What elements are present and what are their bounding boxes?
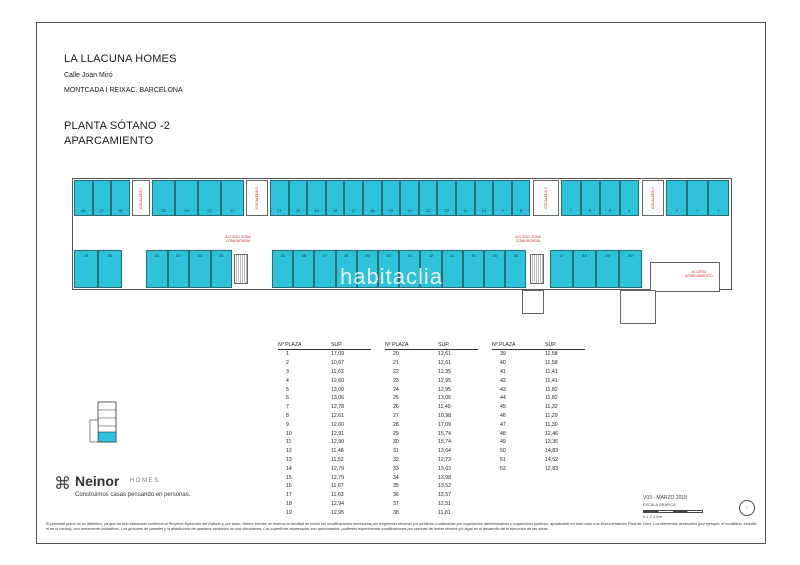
table-row	[385, 420, 478, 429]
parking-spot-number: 26	[81, 208, 86, 213]
plaza-surface: 12,95	[331, 509, 344, 516]
plaza-number: 35	[393, 483, 399, 490]
plaza-surface: 11,82	[545, 386, 558, 393]
scale-label: ESCALA GRÁFICA	[643, 503, 676, 507]
plaza-number: 3	[286, 368, 289, 375]
plaza-number: 10	[286, 430, 292, 437]
table-row	[278, 385, 371, 394]
parking-spot	[463, 250, 484, 288]
table-row	[278, 508, 371, 517]
plaza-number: 23	[393, 377, 399, 384]
parking-spot-number: 39	[365, 253, 370, 258]
plaza-number: 52	[500, 465, 506, 472]
parking-spot	[600, 180, 620, 216]
plaza-surface: 12,91	[331, 430, 344, 437]
plaza-surface: 12,35	[438, 368, 451, 375]
col-sup-header: SUP.	[545, 342, 585, 350]
parking-spot	[419, 180, 438, 216]
table-row	[385, 394, 478, 403]
plaza-number: 27	[393, 412, 399, 419]
plaza-surface: 13,36	[545, 439, 558, 446]
table-row	[385, 438, 478, 447]
plaza-surface: 13,06	[438, 395, 451, 402]
plaza-surface: 17,09	[438, 421, 451, 428]
plaza-number: 33	[393, 465, 399, 472]
plaza-number: 45	[500, 404, 506, 411]
table-row	[278, 359, 371, 368]
table-row	[385, 359, 478, 368]
parking-spot-number: 14	[407, 208, 412, 213]
plaza-number: 6	[286, 395, 289, 402]
table-row	[278, 473, 371, 482]
parking-spot	[289, 180, 308, 216]
parking-spot-number: 6	[589, 208, 592, 213]
table-row	[278, 368, 371, 377]
parking-spot-number: 1	[717, 208, 720, 213]
parking-spot-number: 3	[675, 208, 678, 213]
plaza-surface: 12,90	[331, 439, 344, 446]
parking-spot-number: 37	[322, 253, 328, 258]
plaza-surface: 11,30	[545, 421, 558, 428]
parking-spot-number: 23	[207, 208, 212, 213]
plaza-number: 9	[286, 421, 289, 428]
plaza-number: 13	[286, 456, 292, 463]
plaza-number: 19	[286, 509, 292, 516]
plaza-number: 24	[393, 386, 399, 393]
plaza-number: 17	[286, 492, 292, 499]
plaza-surface: 11,58	[545, 351, 558, 358]
table-row	[492, 394, 585, 403]
table-row	[278, 482, 371, 491]
table-row	[278, 350, 371, 359]
plaza-surface: 11,41	[545, 377, 558, 384]
project-city: MONTCADA I REIXAC. BARCELONA	[64, 87, 183, 94]
plaza-number: 48	[500, 430, 506, 437]
parking-spot-number: 33	[197, 253, 202, 258]
table-row	[385, 500, 478, 509]
plaza-number: 20	[393, 351, 399, 358]
lower-annex	[620, 290, 656, 324]
stair-label-3: ESCALERA 3	[544, 187, 548, 209]
plaza-surface: 12,95	[438, 377, 451, 384]
plaza-number: 28	[393, 421, 399, 428]
parking-spot-number: 43	[449, 253, 455, 258]
table-row	[385, 464, 478, 473]
plaza-surface: 12,79	[331, 474, 344, 481]
scale-numbers: 0 1 2 4 6m	[643, 514, 662, 519]
plaza-number: 4	[286, 377, 289, 384]
parking-spot	[573, 250, 596, 288]
parking-spot-number: 42	[428, 253, 434, 258]
plaza-number: 40	[500, 360, 506, 367]
plaza-number: 15	[286, 474, 292, 481]
parking-spot-number: 21	[277, 208, 282, 213]
table-row	[385, 473, 478, 482]
plaza-number: 12	[286, 448, 292, 455]
table-row	[385, 385, 478, 394]
parking-spot-number: 46	[513, 253, 518, 258]
parking-spot	[550, 250, 573, 288]
stair-core-4	[642, 180, 664, 216]
col-plaza-header: Nº PLAZA	[385, 342, 438, 350]
table-row	[492, 359, 585, 368]
table-row	[385, 368, 478, 377]
parking-spot-number: 19	[314, 208, 319, 213]
parking-spot	[400, 180, 419, 216]
parking-spot	[687, 180, 708, 216]
plaza-surface: 13,00	[331, 386, 344, 393]
plaza-number: 1	[286, 351, 289, 358]
parking-spot-number: 28	[118, 208, 123, 213]
staircase-1	[234, 254, 248, 284]
table-row	[278, 438, 371, 447]
plaza-surface: 11,63	[331, 368, 344, 375]
parking-spot	[512, 180, 531, 216]
col-sup-header: SUP.	[438, 342, 478, 350]
plaza-surface: 13,06	[331, 395, 344, 402]
col-plaza-header: Nº PLAZA	[278, 342, 331, 350]
ramp-area	[650, 262, 720, 292]
table-row	[492, 376, 585, 385]
parking-spot	[221, 180, 244, 216]
table-row	[492, 447, 585, 456]
parking-spot	[493, 180, 512, 216]
plaza-number: 8	[286, 412, 289, 419]
plaza-surface: 10,67	[331, 360, 344, 367]
spots-table-3	[492, 342, 585, 473]
plaza-surface: 12,46	[545, 430, 558, 437]
plaza-number: 16	[286, 483, 292, 490]
table-row	[385, 508, 478, 517]
plaza-surface: 11,32	[545, 404, 558, 411]
table-row	[385, 350, 478, 359]
plaza-surface: 11,63	[331, 492, 344, 499]
building-key-icon	[84, 398, 124, 444]
table-row	[492, 412, 585, 421]
table-row	[492, 403, 585, 412]
plaza-number: 29	[393, 430, 399, 437]
parking-spot	[189, 250, 211, 288]
plaza-surface: 11,58	[545, 360, 558, 367]
plaza-surface: 11,41	[545, 368, 558, 375]
plaza-number: 30	[393, 439, 399, 446]
plan-subtitle: APARCAMIENTO	[64, 135, 154, 147]
parking-spot	[146, 250, 168, 288]
parking-spot-number: 35	[280, 253, 285, 258]
plaza-surface: 12,57	[438, 492, 451, 499]
parking-spot-number: 12	[444, 208, 449, 213]
table-row	[278, 456, 371, 465]
parking-spot	[596, 250, 619, 288]
plaza-number: 34	[393, 474, 399, 481]
access-label-1: ACCESO ZONA COMUNITARIA	[225, 235, 251, 243]
plaza-surface: 12,60	[331, 377, 344, 384]
parking-spot-number: 24	[184, 208, 189, 213]
parking-spot	[619, 250, 642, 288]
parking-spot	[152, 180, 175, 216]
parking-spot-number: 34	[219, 253, 224, 258]
table-row	[385, 482, 478, 491]
parking-spot-number: 49	[605, 253, 610, 258]
plaza-surface: 11,48	[331, 448, 344, 455]
plaza-surface: 11,52	[331, 456, 344, 463]
col-plaza-header: Nº PLAZA	[492, 342, 545, 350]
parking-spot-number: 40	[386, 253, 391, 258]
parking-spot-number: 8	[519, 208, 523, 213]
plaza-number: 37	[393, 500, 399, 507]
parking-spot-number: 5	[608, 208, 611, 213]
plaza-number: 39	[500, 351, 506, 358]
table-row	[492, 420, 585, 429]
plaza-surface: 12,95	[438, 386, 451, 393]
parking-spot-number: 45	[492, 253, 497, 258]
plaza-number: 51	[500, 456, 506, 463]
parking-spot	[307, 180, 326, 216]
table-row	[385, 491, 478, 500]
table-row	[278, 403, 371, 412]
plaza-number: 31	[393, 448, 399, 455]
plaza-surface: 17,09	[331, 351, 344, 358]
parking-spot	[326, 180, 345, 216]
project-street: Calle Joan Miró	[64, 72, 113, 79]
table-row	[492, 456, 585, 465]
parking-spot	[344, 180, 363, 216]
parking-spot	[620, 180, 640, 216]
parking-spot-number: 9	[501, 208, 504, 213]
neinor-logo-icon: ⌘	[54, 474, 71, 493]
scale-bar	[643, 510, 703, 513]
parking-spot-number: 18	[332, 208, 338, 213]
parking-spot-number: 32	[176, 253, 181, 258]
parking-spot	[168, 250, 190, 288]
spots-table-1	[278, 342, 371, 517]
parking-spot	[505, 250, 526, 288]
plaza-surface: 11,67	[331, 483, 344, 490]
plaza-surface: 11,82	[545, 395, 558, 402]
stair-core-2	[246, 180, 268, 216]
parking-spot	[382, 180, 401, 216]
plaza-number: 18	[286, 500, 292, 507]
plaza-surface: 11,29	[545, 412, 558, 419]
plaza-surface: 12,60	[331, 421, 344, 428]
plaza-number: 5	[286, 386, 289, 393]
plaza-surface: 13,63	[438, 465, 451, 472]
parking-spot-number: 29	[83, 253, 89, 258]
table-row	[385, 429, 478, 438]
stair-label-2: ESCALERA 2	[255, 187, 259, 209]
plaza-surface: 12,94	[331, 500, 344, 507]
plaza-number: 50	[500, 448, 506, 455]
parking-spot-number: 15	[388, 208, 394, 213]
stair-label-4: ESCALERA 4	[651, 187, 655, 209]
plaza-number: 41	[500, 368, 506, 375]
plaza-surface: 11,81	[438, 509, 451, 516]
plaza-surface: 13,98	[438, 474, 451, 481]
parking-spot	[666, 180, 687, 216]
table-row	[278, 376, 371, 385]
table-row	[385, 447, 478, 456]
plaza-surface: 13,52	[438, 483, 451, 490]
plaza-surface: 12,61	[331, 412, 344, 419]
parking-spot	[437, 180, 456, 216]
plaza-number: 26	[393, 404, 399, 411]
plaza-number: 25	[393, 395, 399, 402]
parking-spot-number: 31	[154, 253, 159, 258]
access-label-parking: ACCESO APARCAMIENTO	[685, 270, 713, 278]
stair-core-1	[132, 180, 150, 216]
table-row	[278, 464, 371, 473]
table-row	[385, 456, 478, 465]
parking-spot	[456, 180, 475, 216]
plaza-number: 42	[500, 377, 506, 384]
plaza-number: 14	[286, 465, 292, 472]
table-row	[492, 350, 585, 359]
parking-spot-number: 10	[481, 208, 487, 213]
parking-spot	[293, 250, 314, 288]
parking-spot-number: 27	[99, 208, 104, 213]
table-row	[385, 412, 478, 421]
plaza-surface: 15,74	[438, 439, 451, 446]
watermark: habitaclia	[340, 264, 443, 289]
table-row	[278, 394, 371, 403]
plaza-number: 21	[393, 360, 399, 367]
parking-spot	[581, 180, 601, 216]
legal-footer: El presente plano no es definitivo, ya que ha sido elaborado conforme al Proyecto Ejecución del Edificio y, por tanto, Neinor Homes se reserva la facultad de incluir las modificaciones necesarias por exigencias técnicas y/o jurídicas u ordenadas por organismos administrativos u organismos públicos, ajustándolo en todo caso a la Documentación Final de Obra. Los elementos accesorios (por ejemplo, el mobiliario, incluido el de la cocina), son meramente ilustrativos. Los grosores de paredes y la distribución de aparatos sanitarios no son vinculantes. Las superficies expresadas son aproximadas, pudiendo experimentar modificaciones por razones de índole técnica y/o legal en el desarrollo de la ejecución de las obras.	[46, 522, 757, 531]
parking-spot-number: 38	[343, 253, 349, 258]
parking-spot	[708, 180, 729, 216]
plaza-number: 47	[500, 421, 506, 428]
brand-tagline: Construimos casas pensando en personas.	[75, 492, 191, 498]
parking-spot	[442, 250, 463, 288]
plaza-surface: 12,51	[438, 500, 451, 507]
parking-spot-number: 30	[107, 253, 113, 258]
plaza-surface: 12,61	[438, 360, 451, 367]
access-label-2: ACCESO ZONA COMUNITARIA	[515, 235, 541, 243]
table-row	[278, 412, 371, 421]
plaza-number: 22	[393, 368, 399, 375]
table-row	[385, 376, 478, 385]
table-row	[492, 429, 585, 438]
north-arrow-icon: ↑	[739, 500, 755, 516]
plaza-number: 7	[286, 404, 289, 411]
parking-spot	[272, 250, 293, 288]
plaza-surface: 10,98	[438, 412, 451, 419]
plaza-surface: 12,73	[438, 456, 451, 463]
plaza-surface: 12,61	[438, 351, 451, 358]
parking-spot	[270, 180, 289, 216]
parking-spot	[74, 250, 98, 288]
parking-spot-number: 16	[370, 208, 375, 213]
parking-spot	[93, 180, 112, 216]
version-label: V03 - MARZO 2018	[643, 495, 687, 501]
stair-label-1: ESCALERA 1	[139, 187, 143, 209]
parking-spot-number: 36	[301, 253, 306, 258]
parking-spot	[314, 250, 335, 288]
parking-spot-number: 47	[559, 253, 564, 258]
parking-spot-number: 11	[463, 208, 468, 213]
parking-spot-number: 48	[582, 253, 587, 258]
plaza-surface: 13,64	[438, 448, 451, 455]
lift-shaft	[522, 290, 544, 314]
col-sup-header: SUP.	[331, 342, 371, 350]
plaza-number: 32	[393, 456, 399, 463]
table-row	[492, 464, 585, 473]
parking-spot-number: 4	[628, 208, 631, 213]
plaza-surface: 12,83	[545, 465, 558, 472]
table-row	[385, 403, 478, 412]
plaza-surface: 11,40	[438, 404, 451, 411]
table-row	[278, 500, 371, 509]
plaza-surface: 15,74	[438, 430, 451, 437]
parking-spot	[98, 250, 122, 288]
parking-spot	[74, 180, 93, 216]
parking-spot-number: 50	[628, 253, 633, 258]
plaza-number: 38	[393, 509, 399, 516]
plaza-number: 49	[500, 439, 506, 446]
table-row	[492, 438, 585, 447]
plaza-number: 44	[500, 395, 506, 402]
plaza-number: 43	[500, 386, 506, 393]
plaza-number: 36	[393, 492, 399, 499]
parking-spot	[175, 180, 198, 216]
parking-spot	[198, 180, 221, 216]
parking-spot-number: 17	[351, 208, 356, 213]
table-row	[278, 429, 371, 438]
plaza-surface: 12,78	[331, 404, 344, 411]
parking-spot-number: 25	[161, 208, 166, 213]
plaza-surface: 14,52	[545, 456, 558, 463]
parking-floor-plan	[72, 178, 732, 324]
plan-title: PLANTA SÓTANO -2	[64, 120, 171, 132]
table-row	[278, 420, 371, 429]
stair-core-3	[533, 180, 559, 216]
parking-spot-number: 2	[696, 208, 699, 213]
brand-name: Neinor	[75, 473, 120, 489]
plaza-surface: 14,83	[545, 448, 558, 455]
plaza-number: 11	[286, 439, 292, 446]
table-row	[492, 368, 585, 377]
parking-spot	[561, 180, 581, 216]
parking-spot-number: 20	[295, 208, 301, 213]
brand-sub: HOMES	[130, 478, 160, 484]
parking-spot-number: 22	[230, 208, 235, 213]
project-title: LA LLACUNA HOMES	[64, 53, 177, 65]
table-row	[492, 385, 585, 394]
plaza-number: 46	[500, 412, 506, 419]
parking-spot-number: 44	[471, 253, 476, 258]
staircase-2	[530, 254, 544, 284]
parking-spot	[211, 250, 233, 288]
table-row	[278, 491, 371, 500]
parking-spot-number: 13	[425, 208, 431, 213]
parking-spot-number: 7	[569, 208, 572, 213]
parking-spot	[475, 180, 494, 216]
parking-spot	[363, 180, 382, 216]
parking-spot	[111, 180, 130, 216]
table-row	[278, 447, 371, 456]
spots-table-2	[385, 342, 478, 517]
parking-spot	[484, 250, 505, 288]
parking-spot-number: 41	[407, 253, 412, 258]
plaza-number: 2	[286, 360, 289, 367]
plaza-surface: 12,79	[331, 465, 344, 472]
